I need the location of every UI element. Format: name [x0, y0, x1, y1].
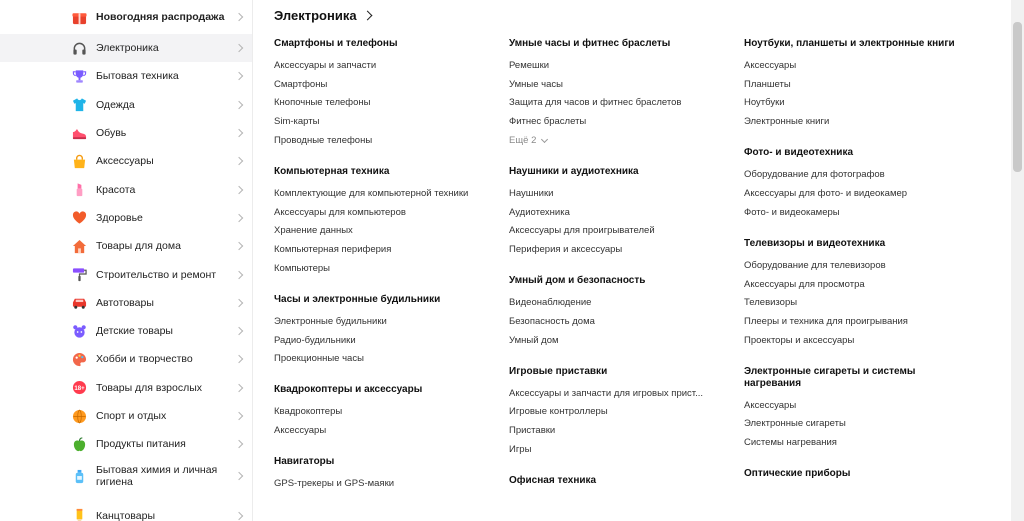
page-title[interactable]: [274, 8, 371, 23]
category-group: [744, 238, 964, 350]
sidebar-item-hobby[interactable]: [0, 345, 252, 373]
subcategory-link[interactable]: Аудиотехника: [509, 206, 570, 218]
sidebar-item-label: Детские товары: [96, 325, 173, 338]
category-sidebar: [0, 0, 253, 521]
chevron-right-icon: [235, 72, 243, 80]
toy-icon: [72, 324, 87, 339]
subcategory-link[interactable]: Безопасность дома: [509, 315, 595, 327]
scrollbar-thumb[interactable]: [1013, 22, 1022, 172]
sidebar-item-household-chemicals[interactable]: [0, 458, 252, 494]
sidebar-item-label: Здоровье: [96, 211, 143, 224]
apple-icon: [72, 437, 87, 452]
category-group: [744, 468, 964, 480]
subcategory-link[interactable]: Компьютеры: [274, 262, 330, 274]
cosmetics-icon: [72, 182, 87, 197]
chevron-right-icon: [235, 472, 243, 480]
subcategory-link[interactable]: Плееры и техника для проигрывания: [744, 315, 908, 327]
category-group-title[interactable]: Оптические приборы: [744, 468, 851, 480]
category-group-title[interactable]: Электронные сигареты и системы нагревания: [744, 365, 916, 389]
show-more-label: Ещё 2: [509, 134, 537, 146]
subcategory-link[interactable]: GPS-трекеры и GPS-маяки: [274, 478, 395, 490]
subcategory-link[interactable]: Ноутбуки: [744, 97, 785, 109]
subcategory-link[interactable]: Планшеты: [744, 78, 791, 90]
subcategory-link[interactable]: Проекторы и аксессуары: [744, 334, 855, 346]
subcategory-link[interactable]: Радио-будильники: [274, 334, 356, 346]
subcategory-link[interactable]: Аксессуары для просмотра: [744, 278, 865, 290]
chevron-right-icon: [235, 270, 243, 278]
shoe-icon: [72, 126, 87, 141]
subcategory-link[interactable]: Электронные книги: [744, 116, 830, 128]
subcategory-link[interactable]: Игровые контроллеры: [509, 406, 608, 418]
chevron-right-icon: [235, 299, 243, 307]
subcategory-link[interactable]: Защита для часов и фитнес браслетов: [509, 97, 682, 109]
sidebar-item-adult[interactable]: [0, 374, 252, 402]
category-group-title[interactable]: Телевизоры и видеотехника: [744, 237, 886, 249]
sidebar-item-label: Канцтовары: [96, 509, 155, 521]
sidebar-item-label: Спорт и отдых: [96, 410, 167, 422]
category-group: [744, 147, 964, 222]
subcategory-link[interactable]: Игры: [509, 443, 532, 455]
sidebar-item-label: Хобби и творчество: [96, 353, 193, 366]
tshirt-icon: [72, 97, 87, 112]
subcategory-link[interactable]: Системы нагревания: [744, 437, 837, 449]
sidebar-item-label: Красота: [96, 183, 136, 196]
sidebar-item-label: Электроника: [96, 42, 159, 55]
chevron-right-icon: [235, 511, 243, 519]
sidebar-item-shoes[interactable]: [0, 119, 252, 147]
chevron-right-icon: [235, 185, 243, 193]
bag-icon: [72, 154, 87, 169]
sidebar-item-accessories[interactable]: [0, 147, 252, 175]
subcategory-link[interactable]: Электронные будильники: [274, 315, 387, 327]
subcategory-link[interactable]: Фото- и видеокамеры: [744, 206, 840, 218]
category-group-title[interactable]: Фото- и видеотехника: [744, 147, 854, 159]
sidebar-item-label: Бытовая техника: [96, 70, 179, 83]
scrollbar[interactable]: [1011, 0, 1024, 521]
category-group: [509, 38, 729, 150]
subcategory-link[interactable]: Аксессуары: [274, 425, 327, 437]
page-title-text: Электроника: [274, 8, 357, 23]
sidebar-item-label: Товары для дома: [96, 240, 181, 253]
show-more-button[interactable]: [509, 132, 729, 151]
adult-18-icon: [72, 380, 87, 395]
svg-text:18+: 18+: [74, 385, 85, 393]
subcategory-link[interactable]: Проводные телефоны: [274, 134, 373, 146]
sidebar-item-electronics[interactable]: [0, 34, 252, 62]
subcategory-link[interactable]: Кнопочные телефоны: [274, 97, 371, 109]
sidebar-item-label: Продукты питания: [96, 438, 186, 451]
category-group: [744, 38, 964, 132]
subcategory-link[interactable]: Смартфоны: [274, 78, 328, 90]
chevron-right-icon: [235, 355, 243, 363]
subcategory-link[interactable]: Умный дом: [509, 334, 559, 346]
category-column: [744, 38, 964, 496]
category-group: [744, 366, 964, 453]
sidebar-item-label: Строительство и ремонт: [96, 268, 217, 281]
category-group: [274, 166, 494, 278]
sidebar-item-label: Бытовая химия и личная гигиена: [96, 464, 218, 489]
category-group-title[interactable]: Часы и электронные будильники: [274, 293, 441, 305]
sidebar-item-clothing[interactable]: [0, 91, 252, 119]
category-group-title[interactable]: Ноутбуки, планшеты и электронные книги: [744, 38, 955, 49]
subcategory-link[interactable]: Умные часы: [509, 78, 563, 90]
house-icon: [72, 239, 87, 254]
subcategory-link[interactable]: Телевизоры: [744, 297, 798, 309]
subcategory-link[interactable]: Наушники: [509, 187, 554, 199]
chevron-right-icon: [235, 13, 243, 21]
sidebar-item-label: Одежда: [96, 98, 135, 111]
chevron-right-icon: [235, 157, 243, 165]
paint-roller-icon: [72, 267, 87, 282]
subcategory-link[interactable]: Ремешки: [509, 60, 550, 71]
subcategory-link[interactable]: Sim-карты: [274, 116, 320, 128]
palette-icon: [72, 352, 87, 367]
car-icon: [72, 295, 87, 310]
subcategory-link[interactable]: Видеонаблюдение: [509, 297, 592, 309]
sidebar-item-label: Обувь: [96, 127, 127, 140]
ball-icon: [72, 409, 87, 424]
chevron-right-icon: [235, 100, 243, 108]
subcategory-link[interactable]: Аксессуары для фото- и видеокамер: [744, 187, 908, 199]
gift-icon: [72, 10, 87, 25]
subcategory-link[interactable]: Комплектующие для компьютерной техники: [274, 187, 469, 199]
sidebar-item-food[interactable]: [0, 430, 252, 458]
subcategory-link[interactable]: Фитнес браслеты: [509, 116, 587, 128]
chevron-right-icon: [362, 11, 372, 21]
sidebar-item-construction[interactable]: [0, 260, 252, 288]
category-panel: [274, 0, 1008, 521]
subcategory-link[interactable]: Квадрокоптеры: [274, 406, 343, 418]
category-column: [509, 38, 729, 503]
sidebar-item-label: Аксессуары: [96, 155, 154, 168]
chevron-right-icon: [235, 412, 243, 420]
pencil-icon: [72, 508, 87, 521]
subcategory-link[interactable]: Электронные сигареты: [744, 418, 846, 430]
trophy-icon: [72, 69, 87, 84]
subcategory-link[interactable]: Проекционные часы: [274, 353, 364, 365]
subcategory-link[interactable]: Аксессуары для проигрывателей: [509, 225, 655, 237]
subcategory-link[interactable]: Аксессуары для компьютеров: [274, 206, 406, 218]
sidebar-item-kids[interactable]: [0, 317, 252, 345]
category-group: [274, 294, 494, 369]
category-group-title[interactable]: Навигаторы: [274, 456, 335, 468]
chevron-right-icon: [235, 129, 243, 137]
subcategory-link[interactable]: Аксессуары и запчасти для игровых прист...: [509, 387, 703, 399]
category-group: [509, 475, 729, 487]
category-group-title[interactable]: Наушники и аудиотехника: [509, 165, 639, 177]
detergent-icon: [72, 469, 87, 484]
category-group-title[interactable]: Смартфоны и телефоны: [274, 38, 398, 49]
category-group: [274, 384, 494, 440]
heart-icon: [72, 210, 87, 225]
category-group: [274, 456, 494, 494]
sidebar-item-stationery[interactable]: [0, 501, 252, 521]
sidebar-item-label: Автотовары: [96, 296, 154, 309]
sidebar-item-label: Новогодняя распродажа: [96, 11, 225, 23]
category-group-title[interactable]: Игровые приставки: [509, 365, 608, 377]
subcategory-link[interactable]: Оборудование для фотографов: [744, 169, 885, 181]
sidebar-item-new-year-sale[interactable]: [0, 0, 252, 34]
sidebar-item-label: Товары для взрослых: [96, 381, 203, 394]
category-group-title[interactable]: Компьютерная техника: [274, 165, 390, 177]
category-group: [509, 166, 729, 260]
subcategory-link[interactable]: Хранение данных: [274, 225, 353, 237]
chevron-right-icon: [235, 327, 243, 335]
headphones-icon: [72, 41, 87, 56]
category-group: [509, 275, 729, 350]
subcategory-link[interactable]: Аксессуары: [744, 60, 797, 71]
chevron-right-icon: [235, 440, 243, 448]
chevron-right-icon: [235, 44, 243, 52]
subcategory-link[interactable]: Компьютерная периферия: [274, 244, 392, 255]
category-group-title[interactable]: Умные часы и фитнес браслеты: [509, 38, 671, 49]
category-group: [509, 366, 729, 460]
sidebar-item-appliances[interactable]: [0, 62, 252, 90]
chevron-right-icon: [235, 383, 243, 391]
category-group-title[interactable]: Офисная техника: [509, 475, 597, 486]
sidebar-item-sport[interactable]: [0, 402, 252, 430]
category-group: [274, 38, 494, 150]
chevron-right-icon: [235, 214, 243, 222]
subcategory-link[interactable]: Аксессуары: [744, 399, 797, 411]
subcategory-link[interactable]: Приставки: [509, 425, 556, 437]
category-group-title[interactable]: Квадрокоптеры и аксессуары: [274, 384, 423, 396]
sidebar-item-beauty[interactable]: [0, 175, 252, 203]
subcategory-link[interactable]: Аксессуары и запчасти: [274, 60, 377, 71]
chevron-down-icon: [541, 136, 548, 143]
chevron-right-icon: [235, 242, 243, 250]
category-group-title[interactable]: Умный дом и безопасность: [509, 275, 646, 287]
sidebar-item-health[interactable]: [0, 204, 252, 232]
subcategory-link[interactable]: Периферия и аксессуары: [509, 244, 623, 255]
sidebar-item-auto[interactable]: [0, 289, 252, 317]
sidebar-item-home-goods[interactable]: [0, 232, 252, 260]
subcategory-link[interactable]: Оборудование для телевизоров: [744, 259, 886, 271]
category-column: [274, 38, 494, 510]
